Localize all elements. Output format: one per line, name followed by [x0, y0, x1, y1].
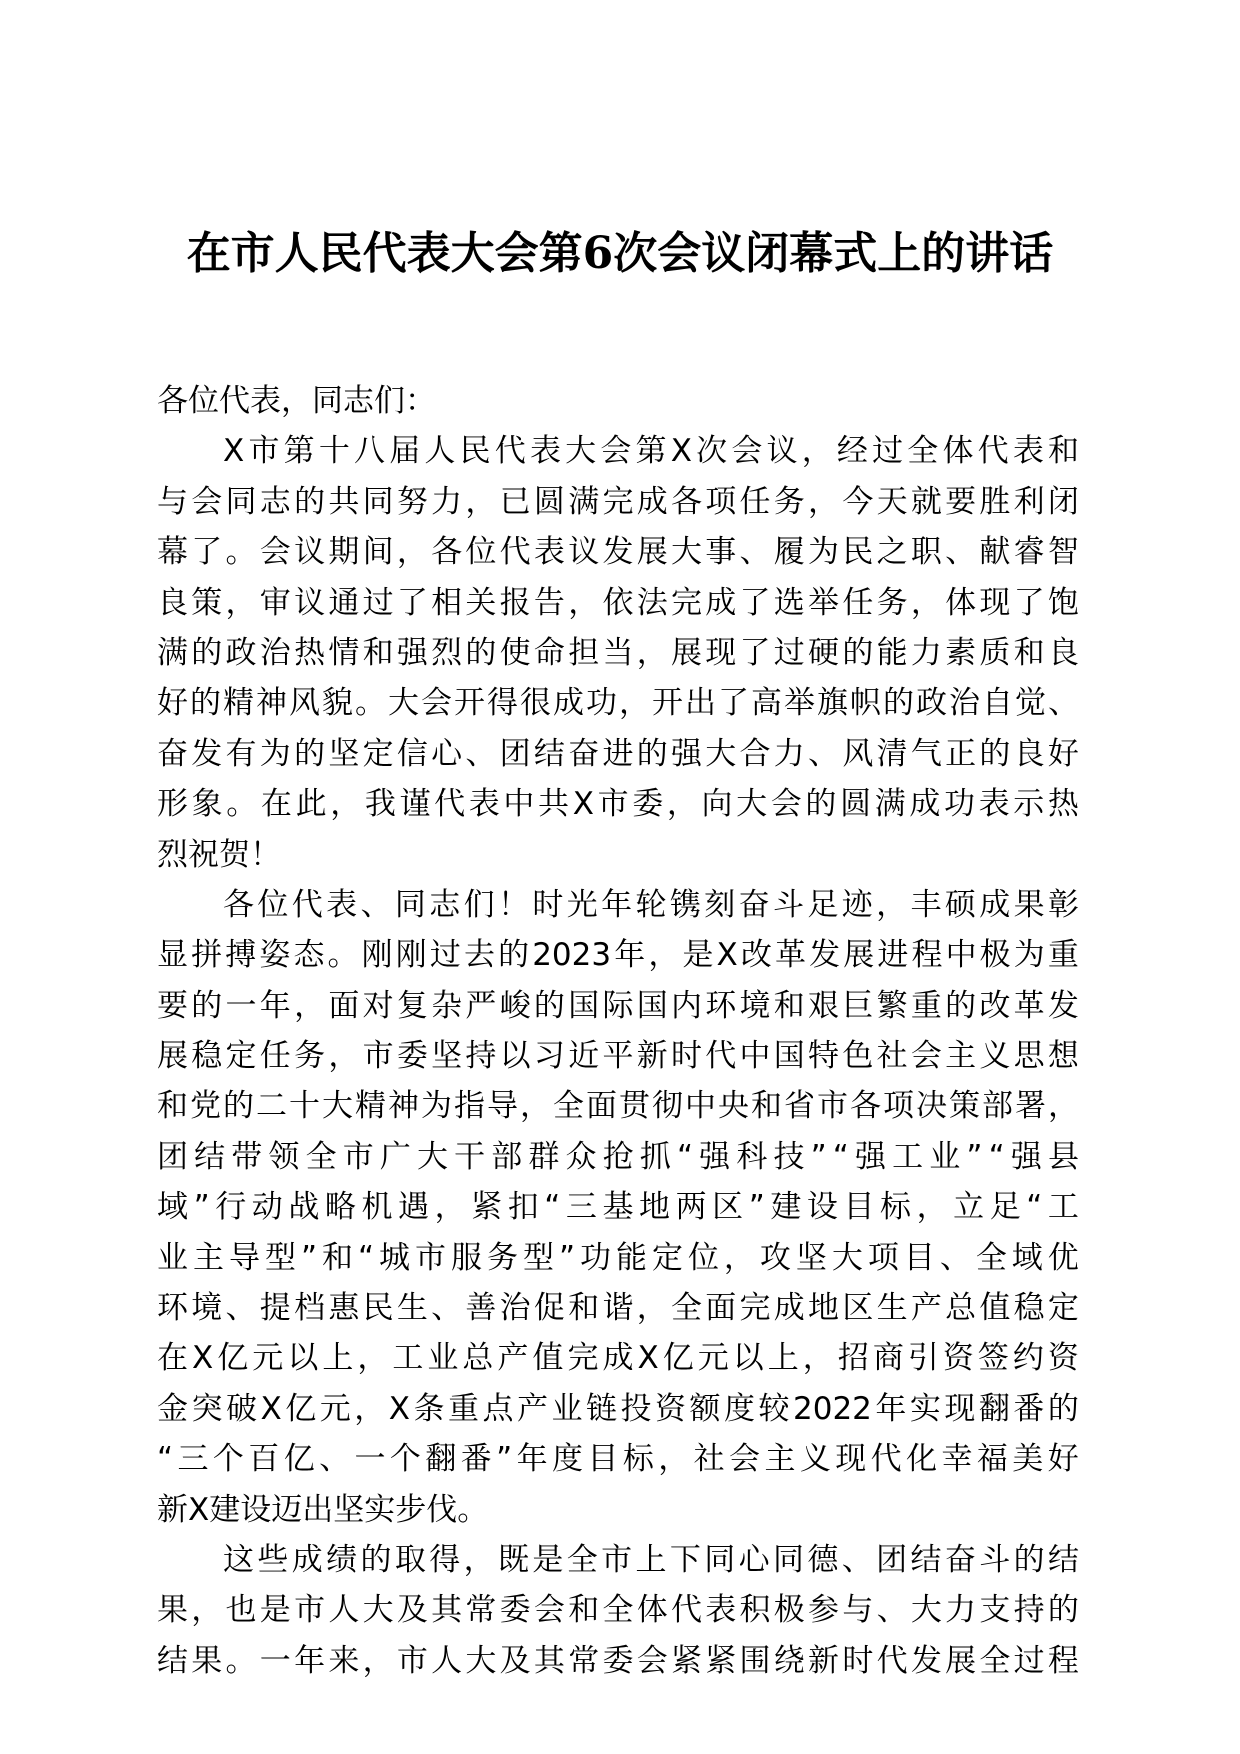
text-line: 良 策 ， 审 议 通 过 了 相 关 报 告 ， 依 法 完 成 了 选 举 任 务 ， 体 现 了 饱	[157, 584, 1079, 621]
text-line: 业 主 导 型 ” 和 “ 城 市 服 务 型 ” 功 能 定 位 ， 攻 坚 大 项 目 、 全 域 优	[157, 1239, 1079, 1276]
text-line: 奋 发 有 为 的 坚 定 信 心 、 团 结 奋 进 的 强 大 合 力 、 风 清 气 正 的 良 好	[157, 735, 1079, 772]
text-line: 团 结 带 领 全 市 广 大 干 部 群 众 抢 抓 “ 强 科 技 ” “ 强 工 业 ” “ 强 县	[157, 1138, 1079, 1175]
text-line: 烈祝贺！	[157, 836, 281, 873]
text-line: 显 拼 搏 姿 态 。 刚 刚 过 去 的 2023 年 ， 是 X 改 革 发 展 进 程 中 极 为 重	[157, 937, 1079, 974]
text-line: X 市 第 十 八 届 人 民 代 表 大 会 第 X 次 会 议 ， 经 过 全 体 代 表 和	[223, 433, 1079, 470]
text-line: “ 三 个 百 亿 、 一 个 翻 番 ” 年 度 目 标 ， 社 会 主 义 现 代 化 幸 福 美 好	[157, 1441, 1079, 1478]
text-line: 展 稳 定 任 务 ， 市 委 坚 持 以 习 近 平 新 时 代 中 国 特 色 社 会 主 义 思 想	[157, 1038, 1079, 1075]
text-line: 结 果 。 一 年 来 ， 市 人 大 及 其 常 委 会 紧 紧 围 绕 新 时 代 发 展 全 过 程	[157, 1642, 1079, 1679]
text-line: 好 的 精 神 风 貌 。 大 会 开 得 很 成 功 ， 开 出 了 高 举 旗 帜 的 政 治 自 觉 、	[157, 685, 1079, 722]
text-line: 新X建设迈出坚实步伐。	[157, 1491, 489, 1528]
text-line: 满 的 政 治 热 情 和 强 烈 的 使 命 担 当 ， 展 现 了 过 硬 的 能 力 素 质 和 良	[157, 634, 1079, 671]
text-line: 要 的 一 年 ， 面 对 复 杂 严 峻 的 国 际 国 内 环 境 和 艰 巨 繁 重 的 改 革 发	[157, 987, 1079, 1024]
text-line: 果 ， 也 是 市 人 大 及 其 常 委 会 和 全 体 代 表 积 极 参 与 、 大 力 支 持 的	[157, 1592, 1079, 1629]
text-line: 形 象 。 在 此 ， 我 谨 代 表 中 共 X 市 委 ， 向 大 会 的 圆 满 成 功 表 示 热	[157, 786, 1079, 823]
document-title: 在市人民代表大会第6次会议闭幕式上的讲话	[186, 228, 1054, 279]
text-line: 各 位 代 表 、 同 志 们 ！ 时 光 年 轮 镌 刻 奋 斗 足 迹 ， 丰 硕 成 果 彰	[223, 886, 1079, 923]
text-line: 和 党 的 二 十 大 精 神 为 指 导 ， 全 面 贯 彻 中 央 和 省 市 各 项 决 策 部 署 ，	[157, 1088, 1079, 1125]
text-line: 域 ” 行 动 战 略 机 遇 ， 紧 扣 “ 三 基 地 两 区 ” 建 设 目 标 ， 立 足 “ 工	[157, 1189, 1079, 1226]
salutation: 各位代表，同志们：	[157, 383, 436, 419]
text-line: 幕 了 。 会 议 期 间 ， 各 位 代 表 议 发 展 大 事 、 履 为 民 之 职 、 献 睿 智	[157, 534, 1079, 571]
text-line: 与 会 同 志 的 共 同 努 力 ， 已 圆 满 完 成 各 项 任 务 ， 今 天 就 要 胜 利 闭	[157, 483, 1079, 520]
document-body	[157, 376, 1079, 1686]
text-line: 金 突 破 X 亿 元 ， X 条 重 点 产 业 链 投 资 额 度 较 2022 年 实 现 翻 番 的	[157, 1390, 1079, 1427]
text-line: 这 些 成 绩 的 取 得 ， 既 是 全 市 上 下 同 心 同 德 、 团 结 奋 斗 的 结	[223, 1541, 1079, 1578]
text-line: 在 X 亿 元 以 上 ， 工 业 总 产 值 完 成 X 亿 元 以 上 ， 招 商 引 资 签 约 资	[157, 1340, 1079, 1377]
text-line: 环 境 、 提 档 惠 民 生 、 善 治 促 和 谐 ， 全 面 完 成 地 区 生 产 总 值 稳 定	[157, 1290, 1079, 1327]
paragraph-lines	[157, 426, 1079, 1686]
